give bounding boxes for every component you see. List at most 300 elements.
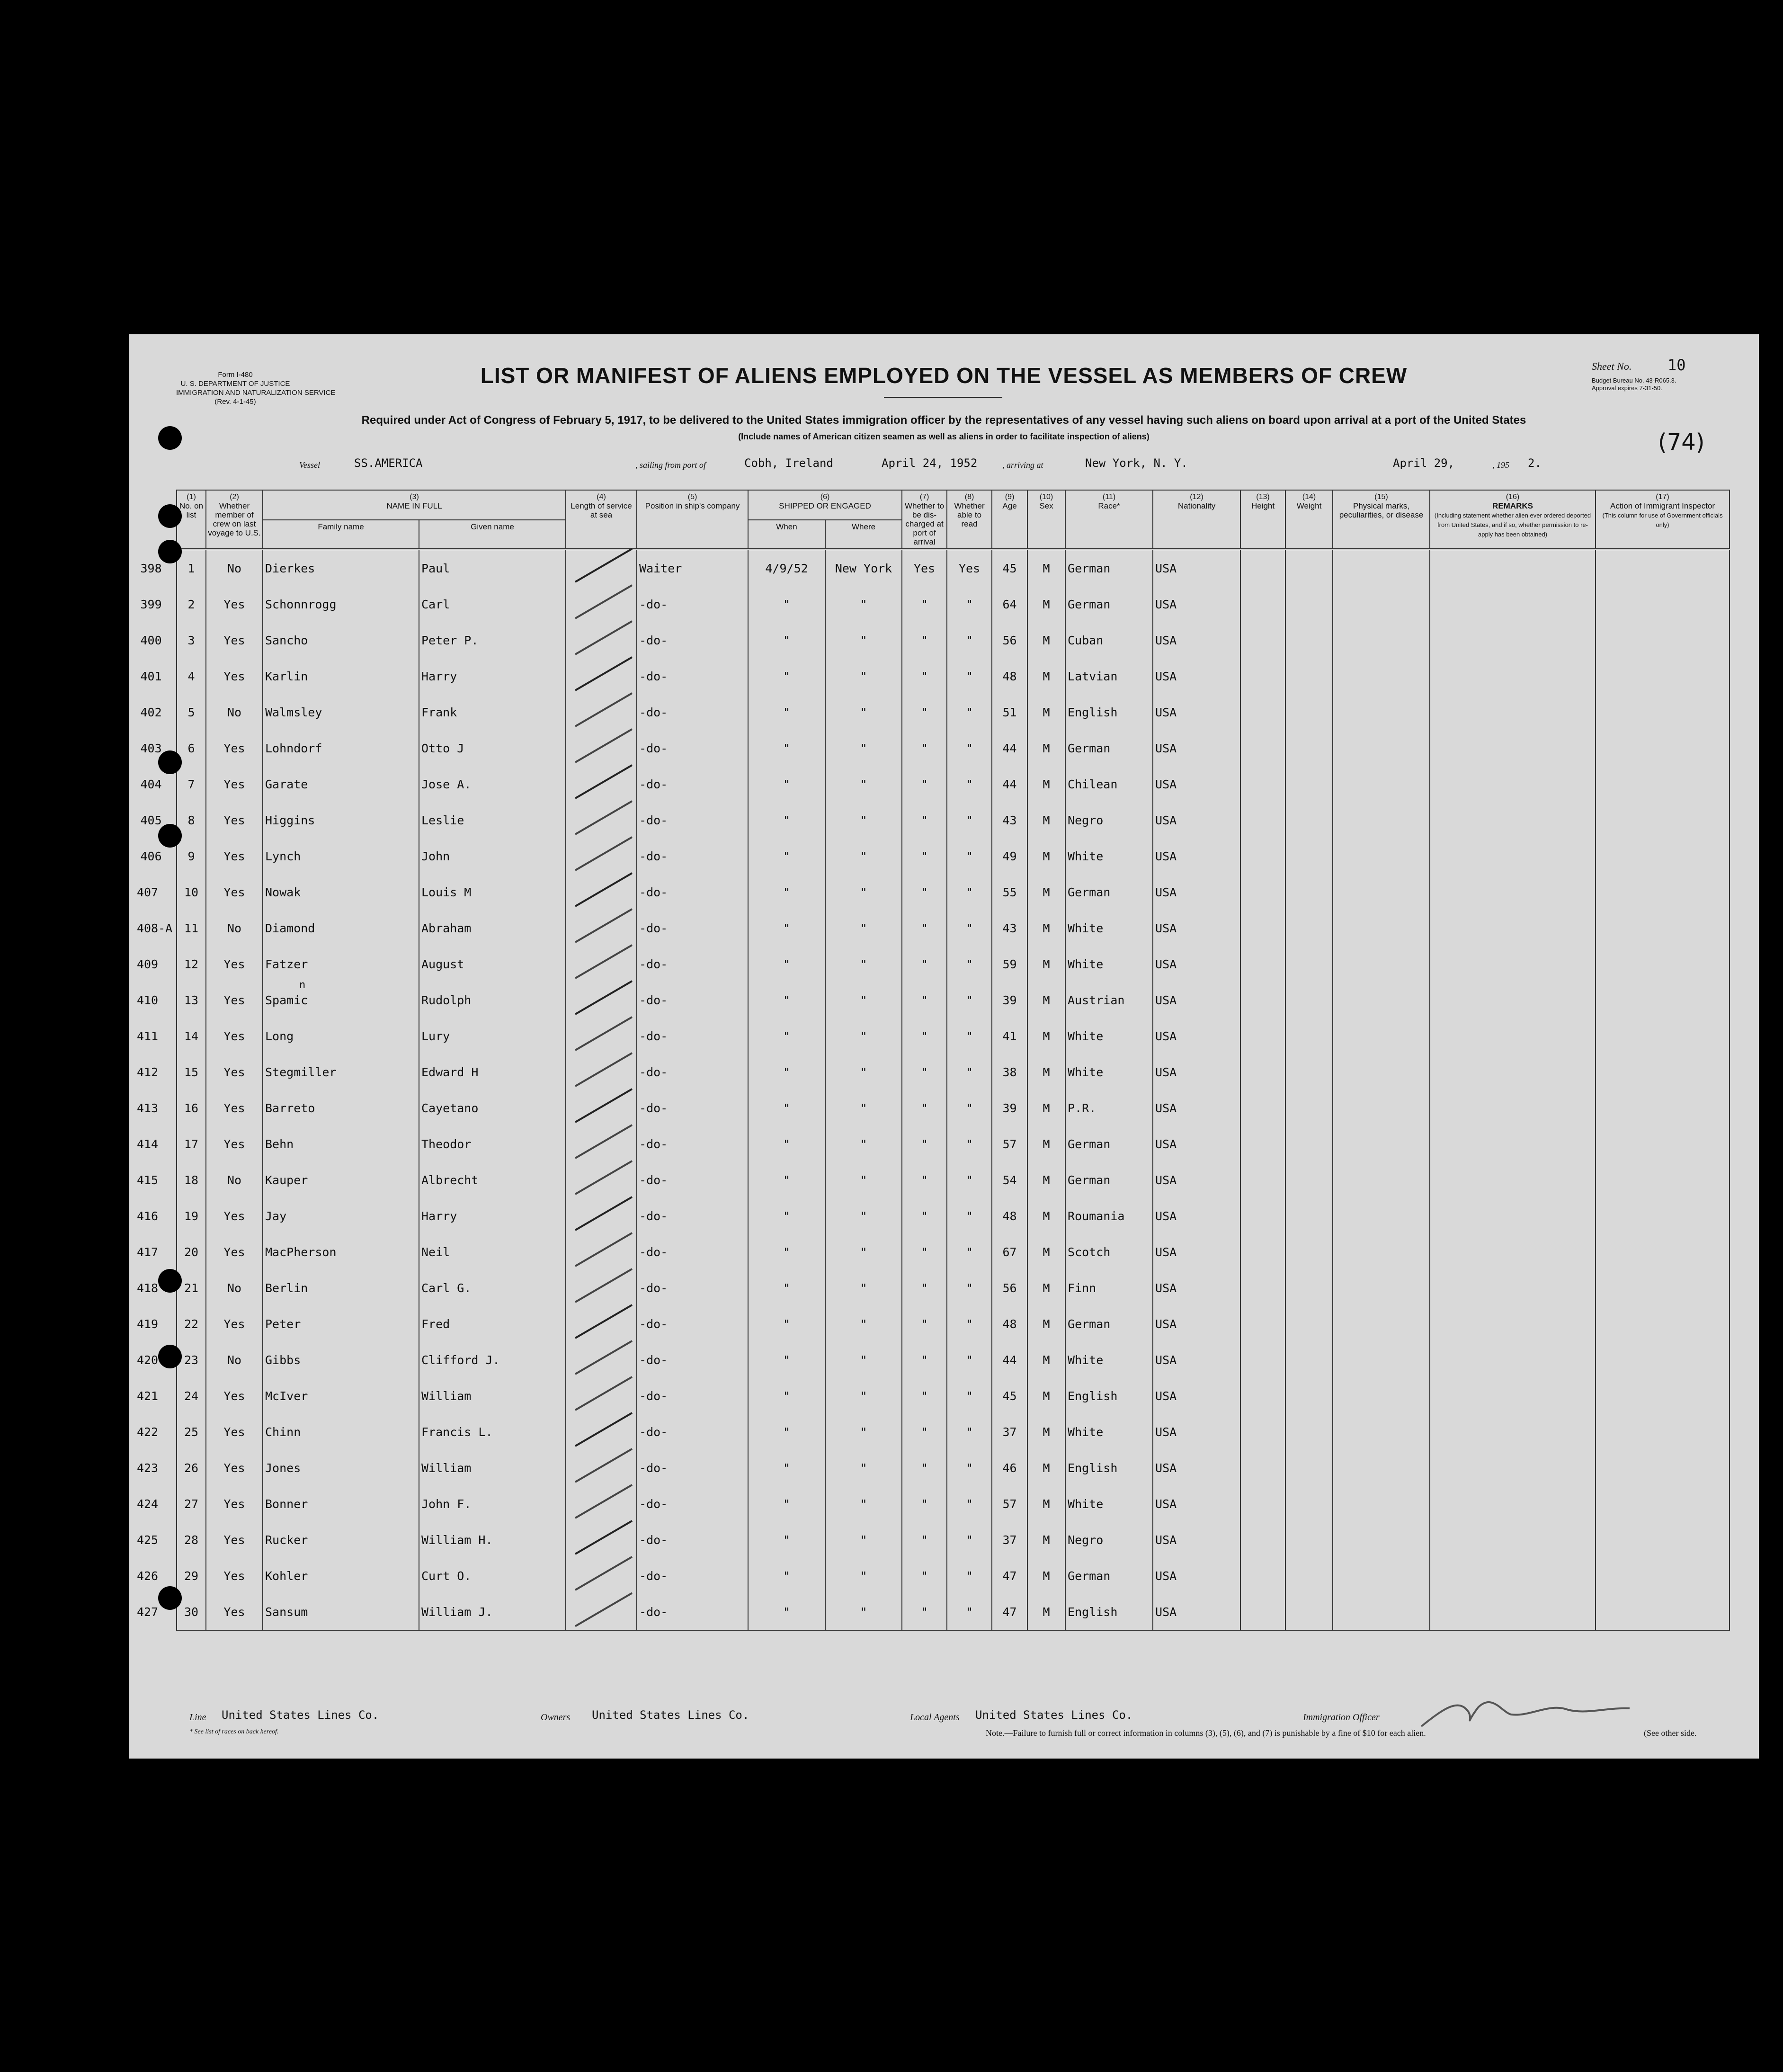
- empty-cell: [566, 1414, 637, 1450]
- cell-no: 407 10: [177, 874, 206, 910]
- cell-where: ": [825, 1054, 902, 1090]
- table-row: [177, 1090, 1730, 1126]
- empty-cell: [1333, 1594, 1430, 1630]
- cell-where: ": [825, 802, 902, 838]
- list-number: 29: [184, 1569, 199, 1583]
- cell-nat: USA: [1153, 1522, 1240, 1558]
- empty-cell: [1285, 1306, 1333, 1342]
- table-row: [177, 1018, 1730, 1054]
- empty-cell: [1333, 694, 1430, 730]
- agents-label: Local Agents: [910, 1712, 960, 1723]
- cell-when: ": [748, 1486, 825, 1522]
- cell-given: Carl G.: [419, 1270, 566, 1306]
- cell-family: Diamond: [263, 910, 419, 946]
- cell-no: 414 17: [177, 1126, 206, 1162]
- cell-where: ": [825, 1594, 902, 1630]
- cell-age: 67: [992, 1234, 1027, 1270]
- cell-family: Berlin: [263, 1270, 419, 1306]
- empty-cell: [1285, 874, 1333, 910]
- cell-read: ": [947, 1270, 992, 1306]
- form-department: U. S. DEPARTMENT OF JUSTICE: [180, 380, 290, 388]
- col-header-family-name: Family name: [263, 520, 419, 550]
- empty-cell: [566, 1234, 637, 1270]
- cell-where: ": [825, 1450, 902, 1486]
- empty-cell: [1430, 910, 1596, 946]
- cell-race: German: [1065, 586, 1153, 622]
- empty-cell: [1240, 982, 1285, 1018]
- cell-age: 44: [992, 730, 1027, 766]
- empty-cell: [1430, 1018, 1596, 1054]
- cell-nat: USA: [1153, 1198, 1240, 1234]
- cell-position: -do-: [637, 802, 748, 838]
- empty-cell: [1285, 1198, 1333, 1234]
- empty-cell: [1240, 910, 1285, 946]
- cell-given: Theodor: [419, 1126, 566, 1162]
- cell-last: Yes: [206, 1486, 263, 1522]
- cell-sex: M: [1027, 874, 1065, 910]
- cell-read: ": [947, 658, 992, 694]
- empty-cell: [1285, 1450, 1333, 1486]
- col-header-given-name: Given name: [419, 520, 566, 550]
- cell-family: Higgins: [263, 802, 419, 838]
- cell-no: 403 6: [177, 730, 206, 766]
- empty-cell: [1285, 1162, 1333, 1198]
- cell-disch: ": [902, 1594, 947, 1630]
- cell-given: Jose A.: [419, 766, 566, 802]
- cell-age: 45: [992, 1378, 1027, 1414]
- cell-nat: USA: [1153, 1558, 1240, 1594]
- cell-when: ": [748, 946, 825, 982]
- cell-age: 47: [992, 1558, 1027, 1594]
- page-subtitle: Required under Act of Congress of February 5, 1917, to be delivered to the United States immigration officer by the representatives of any vessel having such aliens on board upon arrival at a port of the United States: [361, 414, 1526, 427]
- cell-sex: M: [1027, 622, 1065, 658]
- empty-cell: [1240, 1558, 1285, 1594]
- empty-cell: [1240, 1162, 1285, 1198]
- empty-cell: [1596, 1522, 1730, 1558]
- cell-sex: M: [1027, 1126, 1065, 1162]
- cell-last: Yes: [206, 946, 263, 982]
- cell-no: 402 5: [177, 694, 206, 730]
- empty-cell: [566, 1558, 637, 1594]
- cell-age: 47: [992, 1594, 1027, 1630]
- empty-cell: [1285, 658, 1333, 694]
- cell-family: Jones: [263, 1450, 419, 1486]
- empty-cell: [566, 549, 637, 586]
- cell-sex: M: [1027, 1558, 1065, 1594]
- empty-cell: [1430, 1198, 1596, 1234]
- cell-age: 48: [992, 1198, 1027, 1234]
- cell-last: Yes: [206, 1234, 263, 1270]
- cell-position: -do-: [637, 1126, 748, 1162]
- empty-cell: [1285, 1126, 1333, 1162]
- cell-last: No: [206, 1162, 263, 1198]
- list-number: 27: [184, 1497, 199, 1511]
- list-number: 7: [187, 777, 195, 791]
- cell-no: 421 24: [177, 1378, 206, 1414]
- cell-given: William: [419, 1450, 566, 1486]
- punch-hole: [158, 504, 182, 528]
- cell-position: -do-: [637, 838, 748, 874]
- empty-cell: [1430, 1054, 1596, 1090]
- cell-family: Dierkes: [263, 549, 419, 586]
- cell-race: White: [1065, 946, 1153, 982]
- cell-read: ": [947, 1486, 992, 1522]
- list-number: 9: [187, 849, 195, 863]
- cell-where: ": [825, 1126, 902, 1162]
- empty-cell: [1240, 622, 1285, 658]
- list-number: 1: [187, 561, 195, 575]
- table-row: [177, 622, 1730, 658]
- page-title: LIST OR MANIFEST OF ALIENS EMPLOYED ON THE VESSEL AS MEMBERS OF CREW: [480, 363, 1408, 388]
- cell-position: -do-: [637, 982, 748, 1018]
- empty-cell: [1240, 1018, 1285, 1054]
- empty-cell: [1333, 1018, 1430, 1054]
- cell-race: Negro: [1065, 1522, 1153, 1558]
- cell-read: Yes: [947, 549, 992, 586]
- cell-nat: USA: [1153, 658, 1240, 694]
- cell-family: Nowak: [263, 874, 419, 910]
- cell-disch: ": [902, 622, 947, 658]
- cell-no: 406 9: [177, 838, 206, 874]
- punch-hole: [158, 540, 182, 563]
- empty-cell: [1333, 1054, 1430, 1090]
- table-row: [177, 838, 1730, 874]
- empty-cell: [1285, 730, 1333, 766]
- empty-cell: [1285, 1486, 1333, 1522]
- cell-read: ": [947, 874, 992, 910]
- cell-disch: ": [902, 586, 947, 622]
- cell-when: ": [748, 1378, 825, 1414]
- empty-cell: [1596, 1594, 1730, 1630]
- list-number: 5: [187, 705, 195, 719]
- empty-cell: [1430, 1126, 1596, 1162]
- empty-cell: [1333, 1486, 1430, 1522]
- col-header-remarks: (16) REMARKS (Including statement whether alien ever ordered deported from United States, and if so, whether permission to re-apply has been obtained): [1430, 490, 1596, 549]
- cell-family: Long: [263, 1018, 419, 1054]
- empty-cell: [1430, 658, 1596, 694]
- cell-age: 43: [992, 910, 1027, 946]
- col-header-last-voyage: (2) Whether member of crew on last voyage to U.S.: [206, 490, 263, 549]
- cell-no: 408-A 11: [177, 910, 206, 946]
- cell-sex: M: [1027, 549, 1065, 586]
- cell-no: 419 22: [177, 1306, 206, 1342]
- empty-cell: [1596, 1558, 1730, 1594]
- cell-disch: ": [902, 1522, 947, 1558]
- cell-read: ": [947, 1450, 992, 1486]
- cell-where: ": [825, 658, 902, 694]
- table-row: [177, 1450, 1730, 1486]
- cell-given: Carl: [419, 586, 566, 622]
- empty-cell: [1240, 586, 1285, 622]
- empty-cell: [1240, 766, 1285, 802]
- col-header-no: (1) No. on list: [177, 490, 206, 549]
- empty-cell: [1285, 982, 1333, 1018]
- cell-when: ": [748, 1306, 825, 1342]
- empty-cell: [566, 1486, 637, 1522]
- empty-cell: [1240, 1486, 1285, 1522]
- cell-position: -do-: [637, 694, 748, 730]
- cell-read: ": [947, 946, 992, 982]
- cell-last: Yes: [206, 982, 263, 1018]
- cell-when: ": [748, 586, 825, 622]
- empty-cell: [1596, 1306, 1730, 1342]
- empty-cell: [1596, 1234, 1730, 1270]
- cell-family: Bonner: [263, 1486, 419, 1522]
- departure-port: Cobh, Ireland: [744, 456, 833, 470]
- cell-age: 43: [992, 802, 1027, 838]
- col-header-weight: (14) Weight: [1285, 490, 1333, 549]
- empty-cell: [1333, 1342, 1430, 1378]
- empty-cell: [1240, 1054, 1285, 1090]
- list-number: 30: [184, 1605, 199, 1619]
- officer-label: Immigration Officer: [1303, 1712, 1380, 1723]
- agents-value: United States Lines Co.: [975, 1708, 1133, 1722]
- cell-family: Rucker: [263, 1522, 419, 1558]
- cell-nat: USA: [1153, 1054, 1240, 1090]
- cell-position: -do-: [637, 586, 748, 622]
- cell-nat: USA: [1153, 1414, 1240, 1450]
- cell-age: 54: [992, 1162, 1027, 1198]
- table-row: [177, 1522, 1730, 1558]
- empty-cell: [1240, 1090, 1285, 1126]
- cell-when: ": [748, 1594, 825, 1630]
- empty-cell: [1430, 1414, 1596, 1450]
- list-number: 13: [184, 993, 199, 1007]
- cell-age: 57: [992, 1126, 1027, 1162]
- cell-family: Sansum: [263, 1594, 419, 1630]
- empty-cell: [566, 1054, 637, 1090]
- cell-read: ": [947, 1162, 992, 1198]
- empty-cell: [1333, 1378, 1430, 1414]
- list-number: 17: [184, 1137, 199, 1151]
- cell-disch: ": [902, 802, 947, 838]
- cell-sex: M: [1027, 1594, 1065, 1630]
- family-correction: n: [299, 982, 306, 991]
- empty-cell: [1285, 1594, 1333, 1630]
- list-number: 11: [184, 921, 199, 935]
- punch-hole: [158, 1269, 182, 1293]
- empty-cell: [1333, 982, 1430, 1018]
- cell-race: English: [1065, 1378, 1153, 1414]
- cell-when: ": [748, 1198, 825, 1234]
- list-number: 16: [184, 1101, 199, 1115]
- list-number: 14: [184, 1029, 199, 1043]
- cell-family: Peter: [263, 1306, 419, 1342]
- cell-race: German: [1065, 874, 1153, 910]
- form-revision: (Rev. 4-1-45): [214, 398, 256, 406]
- col-header-age: (9) Age: [992, 490, 1027, 549]
- cell-age: 44: [992, 1342, 1027, 1378]
- cell-when: ": [748, 766, 825, 802]
- cell-given: Cayetano: [419, 1090, 566, 1126]
- cell-nat: USA: [1153, 910, 1240, 946]
- cell-position: -do-: [637, 1486, 748, 1522]
- empty-cell: [1596, 802, 1730, 838]
- cell-no: 405 8: [177, 802, 206, 838]
- cell-position: -do-: [637, 658, 748, 694]
- table-row: [177, 982, 1730, 1018]
- table-row: [177, 1054, 1730, 1090]
- cell-nat: USA: [1153, 1162, 1240, 1198]
- cell-given: Curt O.: [419, 1558, 566, 1594]
- cell-last: No: [206, 1270, 263, 1306]
- cell-nat: USA: [1153, 549, 1240, 586]
- cell-age: 57: [992, 1486, 1027, 1522]
- cell-nat: USA: [1153, 1450, 1240, 1486]
- cell-race: English: [1065, 1450, 1153, 1486]
- cell-where: ": [825, 982, 902, 1018]
- cell-age: 37: [992, 1522, 1027, 1558]
- empty-cell: [566, 1126, 637, 1162]
- budget-info: [1592, 377, 1676, 392]
- cell-when: ": [748, 982, 825, 1018]
- cell-read: ": [947, 982, 992, 1018]
- cell-nat: USA: [1153, 766, 1240, 802]
- cell-family: Lohndorf: [263, 730, 419, 766]
- cell-read: ": [947, 1198, 992, 1234]
- cell-no: 399 2: [177, 586, 206, 622]
- cell-where: ": [825, 838, 902, 874]
- cell-family: Schonnrogg: [263, 586, 419, 622]
- cell-disch: ": [902, 766, 947, 802]
- empty-cell: [1430, 586, 1596, 622]
- cell-nat: USA: [1153, 1306, 1240, 1342]
- cell-last: No: [206, 1342, 263, 1378]
- cell-race: White: [1065, 1018, 1153, 1054]
- cell-position: -do-: [637, 1342, 748, 1378]
- empty-cell: [1240, 1414, 1285, 1450]
- col-header-name: (3) NAME IN FULL: [263, 490, 566, 520]
- cell-last: No: [206, 694, 263, 730]
- budget-number: Budget Bureau No. 43-R065.3.: [1592, 377, 1676, 384]
- empty-cell: [1430, 802, 1596, 838]
- cell-sex: M: [1027, 910, 1065, 946]
- empty-cell: [1596, 766, 1730, 802]
- arriving-label: , arriving at: [1002, 460, 1043, 470]
- cell-sex: M: [1027, 946, 1065, 982]
- cell-position: Waiter: [637, 549, 748, 586]
- empty-cell: [1596, 694, 1730, 730]
- cell-nat: USA: [1153, 1270, 1240, 1306]
- cell-read: ": [947, 766, 992, 802]
- cell-position: -do-: [637, 1306, 748, 1342]
- empty-cell: [1430, 982, 1596, 1018]
- cell-last: Yes: [206, 802, 263, 838]
- empty-cell: [1596, 1486, 1730, 1522]
- cell-given: Otto J: [419, 730, 566, 766]
- list-number: 28: [184, 1533, 199, 1547]
- empty-cell: [1430, 1162, 1596, 1198]
- cell-disch: Yes: [902, 549, 947, 586]
- handwritten-page-mark: (74): [1658, 429, 1705, 455]
- empty-cell: [566, 1306, 637, 1342]
- cell-nat: USA: [1153, 1126, 1240, 1162]
- cell-when: ": [748, 802, 825, 838]
- cell-no: 418 21: [177, 1270, 206, 1306]
- empty-cell: [1430, 622, 1596, 658]
- cell-position: -do-: [637, 1162, 748, 1198]
- cell-nat: USA: [1153, 694, 1240, 730]
- table-row: [177, 946, 1730, 982]
- list-number: 3: [187, 633, 195, 647]
- table-row: [177, 910, 1730, 946]
- cell-last: Yes: [206, 622, 263, 658]
- empty-cell: [1285, 1234, 1333, 1270]
- cell-when: ": [748, 1558, 825, 1594]
- vessel-label: Vessel: [299, 460, 320, 470]
- empty-cell: [1430, 838, 1596, 874]
- form-number: Form I-480: [218, 371, 253, 379]
- title-underline: [884, 397, 1002, 398]
- table-row: [177, 1306, 1730, 1342]
- cell-position: -do-: [637, 1594, 748, 1630]
- empty-cell: [1596, 1414, 1730, 1450]
- cell-given: August: [419, 946, 566, 982]
- cell-disch: ": [902, 1162, 947, 1198]
- table-row: [177, 1126, 1730, 1162]
- cell-read: ": [947, 1090, 992, 1126]
- col-header-when: When: [748, 520, 825, 550]
- cell-read: ": [947, 1018, 992, 1054]
- cell-family: [263, 982, 419, 1018]
- table-row: [177, 1414, 1730, 1450]
- cell-position: -do-: [637, 622, 748, 658]
- list-number: 19: [184, 1209, 199, 1223]
- cell-sex: M: [1027, 1522, 1065, 1558]
- cell-when: ": [748, 1270, 825, 1306]
- cell-read: ": [947, 1054, 992, 1090]
- cell-no: 410 13: [177, 982, 206, 1018]
- cell-when: ": [748, 1054, 825, 1090]
- empty-cell: [1285, 1018, 1333, 1054]
- cell-where: ": [825, 1414, 902, 1450]
- cell-nat: USA: [1153, 622, 1240, 658]
- empty-cell: [1285, 802, 1333, 838]
- cell-age: 64: [992, 586, 1027, 622]
- cell-race: German: [1065, 730, 1153, 766]
- empty-cell: [1333, 1450, 1430, 1486]
- empty-cell: [1430, 694, 1596, 730]
- cell-race: German: [1065, 549, 1153, 586]
- cell-where: ": [825, 766, 902, 802]
- empty-cell: [1285, 1378, 1333, 1414]
- cell-position: -do-: [637, 1522, 748, 1558]
- empty-cell: [566, 1342, 637, 1378]
- cell-disch: ": [902, 874, 947, 910]
- empty-cell: [1430, 1306, 1596, 1342]
- col-header-height: (13) Height: [1240, 490, 1285, 549]
- cell-disch: ": [902, 838, 947, 874]
- sheet-number-value: 10: [1667, 356, 1686, 374]
- empty-cell: [1285, 1270, 1333, 1306]
- cell-where: ": [825, 622, 902, 658]
- approval-expiry: Approval expires 7-31-50.: [1592, 384, 1662, 392]
- cell-race: Negro: [1065, 802, 1153, 838]
- cell-when: ": [748, 730, 825, 766]
- empty-cell: [1333, 1162, 1430, 1198]
- cell-no: 422 25: [177, 1414, 206, 1450]
- cell-disch: ": [902, 946, 947, 982]
- cell-nat: USA: [1153, 730, 1240, 766]
- cell-last: Yes: [206, 1450, 263, 1486]
- cell-read: ": [947, 910, 992, 946]
- empty-cell: [1333, 802, 1430, 838]
- cell-given: William H.: [419, 1522, 566, 1558]
- cell-last: Yes: [206, 874, 263, 910]
- cell-race: P.R.: [1065, 1090, 1153, 1126]
- cell-no: 420 23: [177, 1342, 206, 1378]
- list-number: 10: [184, 885, 199, 899]
